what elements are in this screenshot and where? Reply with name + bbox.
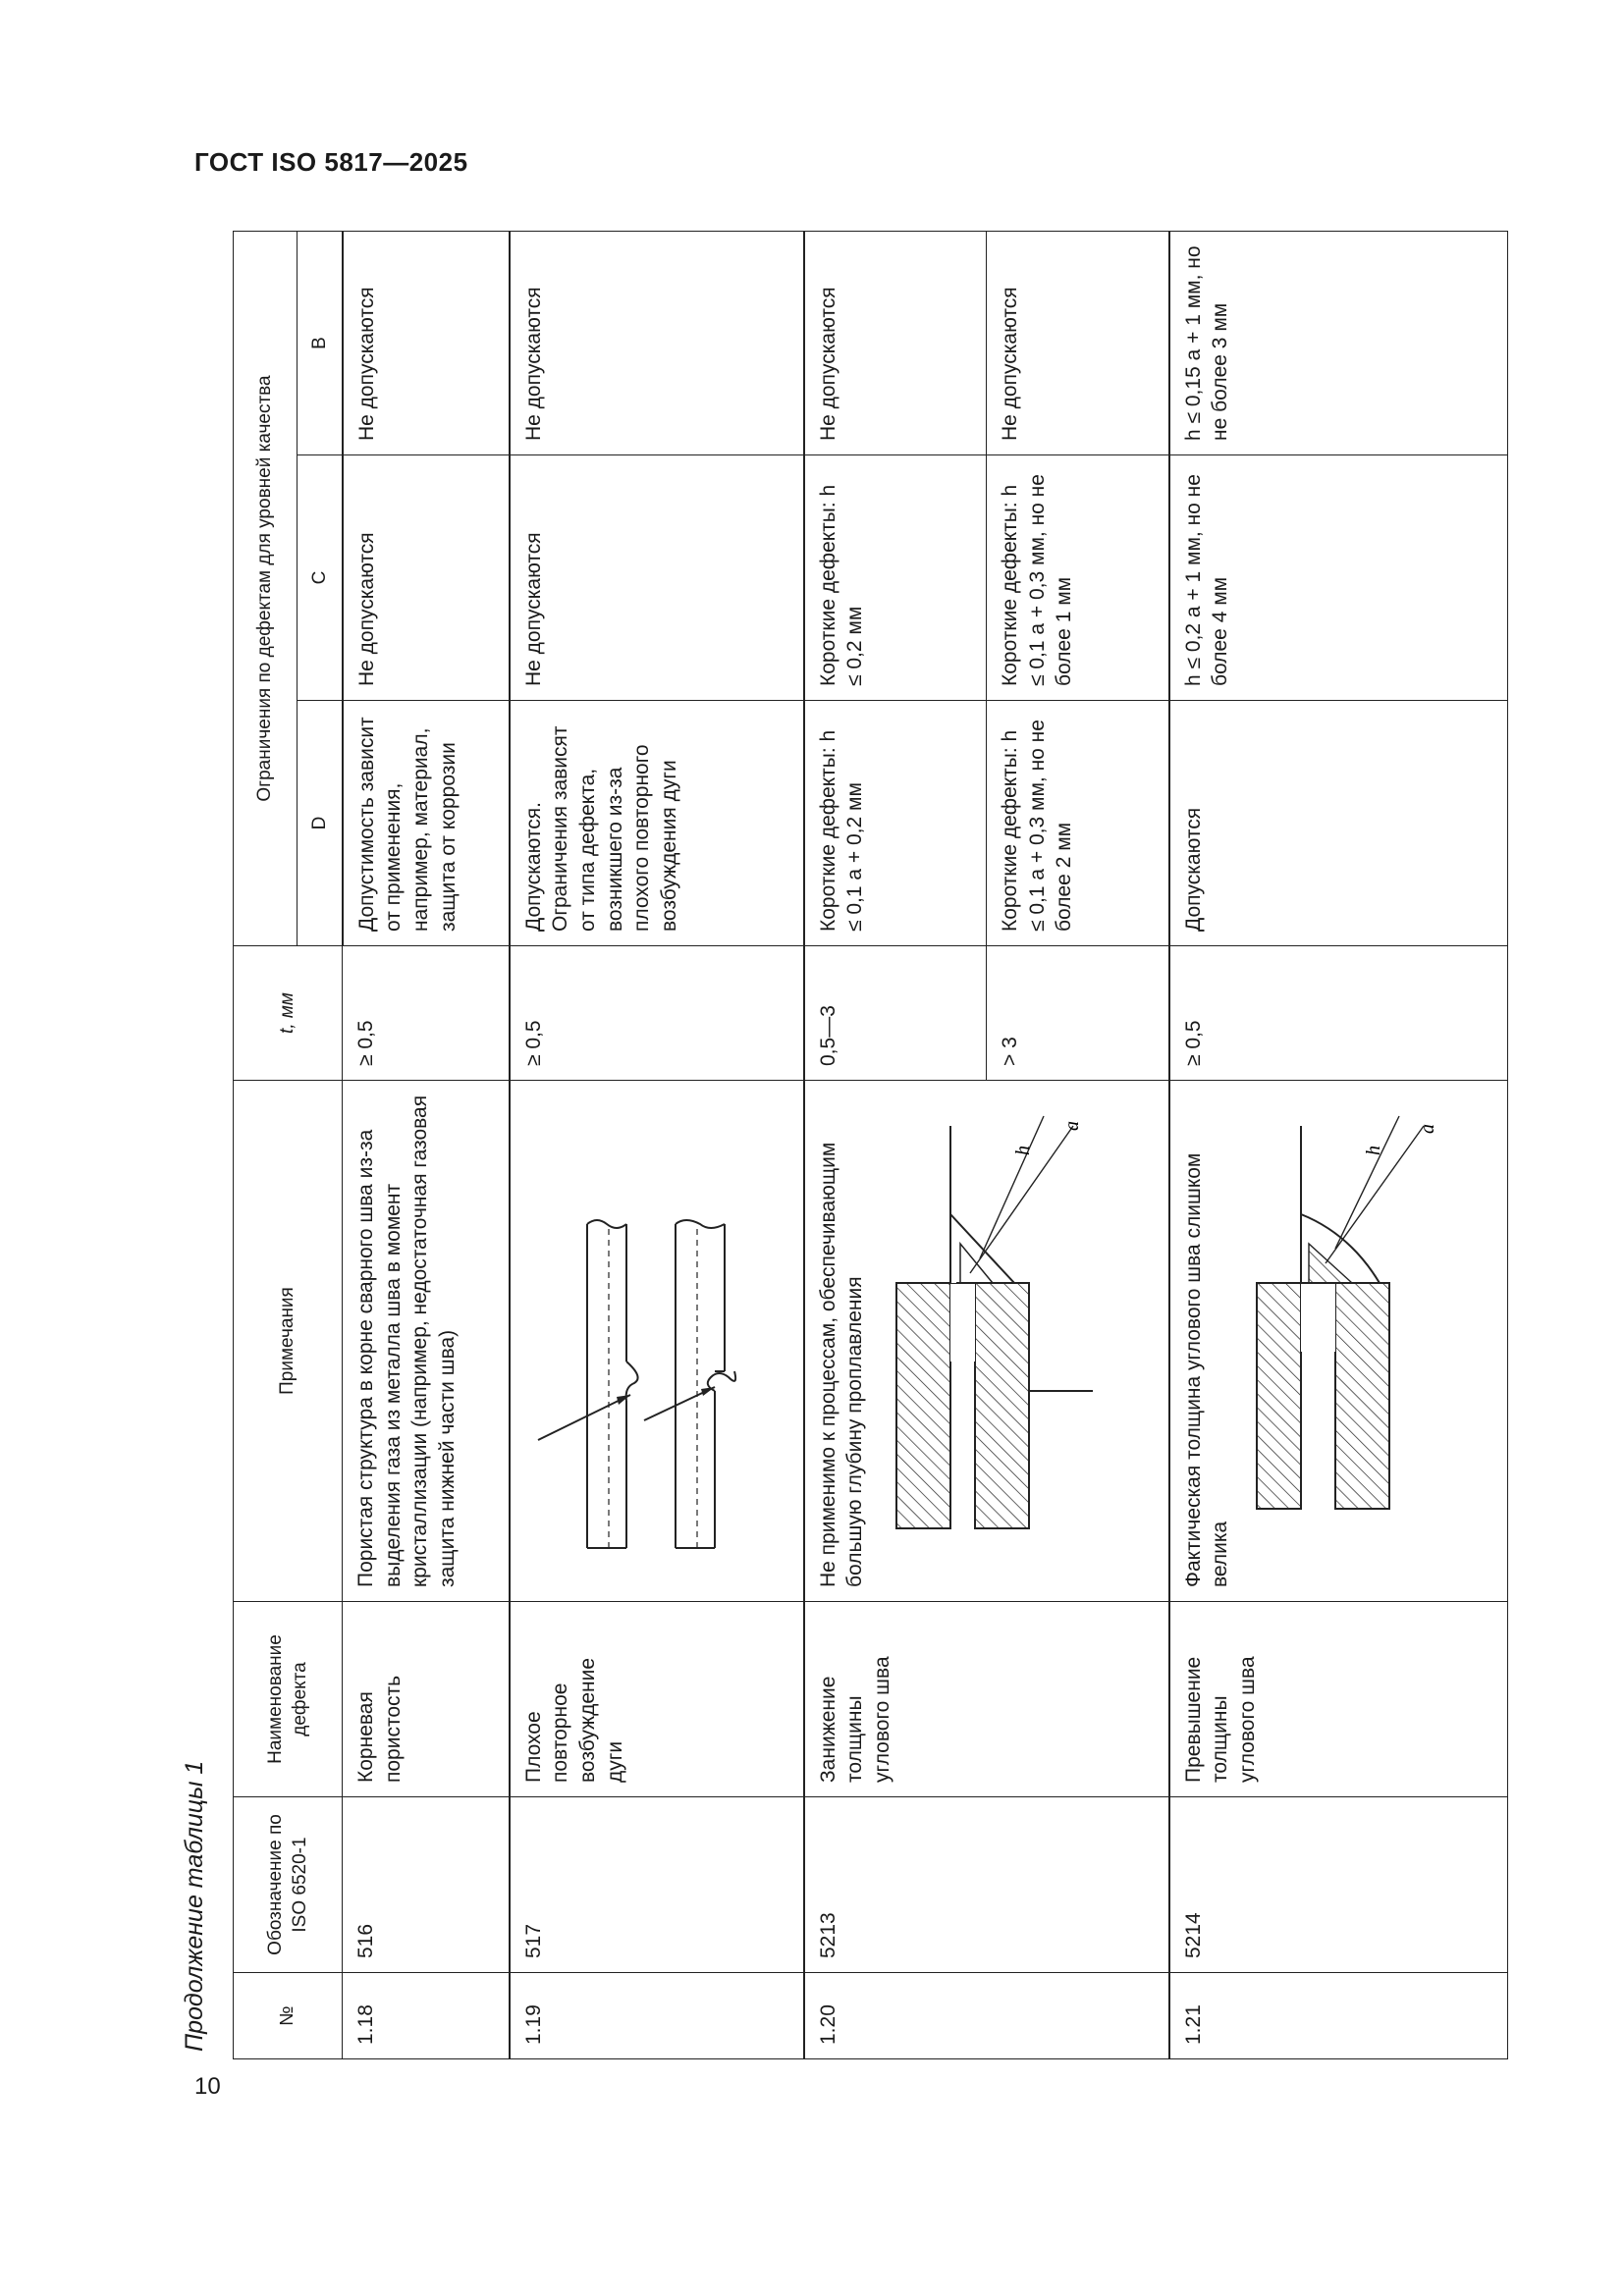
defects-table-rotated	[233, 232, 1496, 2059]
header-no: №	[234, 1973, 343, 2059]
header-notes: Примечания	[234, 1081, 343, 1602]
row-level-d: Короткие дефекты: h ≤ 0,1 a + 0,3 мм, но не более 2 мм	[986, 701, 1168, 945]
page-number: 10	[194, 2073, 221, 2100]
row-code: 5213	[804, 1797, 1169, 1973]
fig-label-h: h	[1362, 1146, 1384, 1155]
row-notes-figure-cell	[804, 1081, 1169, 1602]
row-level-c: Короткие дефекты: h ≤ 0,2 мм	[816, 484, 867, 686]
row-level-b: Не допускаются	[510, 231, 804, 454]
row-level-d: Допускаются. Ограничения зависят от типа дефекта, возникшего из-за плохого повторного возбуждения дуги	[510, 701, 804, 946]
row-level-b: Не допускаются	[816, 287, 839, 441]
row-level-d: Допустимость зависит от применения, например, материал, защита от коррозии	[343, 701, 510, 946]
row-notes: Фактическая толщина углового шва слишком велика	[1181, 1152, 1232, 1587]
header-limits: Ограничения по дефектам для уровней качества	[234, 231, 298, 945]
header-code: Обозначение по ISO 6520-1	[234, 1797, 343, 1973]
fillet-overthickness-figure	[1242, 1096, 1458, 1587]
row-notes: Пористая структура в корне сварного шва из-за выделения газа из металла шва в момент кристаллизации (например, недостаточная газовая защита нижней части шва)	[343, 1081, 510, 1602]
fig-label-a: a	[1060, 1121, 1083, 1131]
row-level-d: Допускаются	[1169, 701, 1508, 946]
row-level-b: Не допускаются	[986, 232, 1168, 454]
row-notes-figure-cell	[1169, 1081, 1508, 1602]
row-level-d: Короткие дефекты: h ≤ 0,1 a + 0,2 мм	[816, 729, 867, 932]
row-defect-name: Превышение толщины углового шва	[1169, 1602, 1508, 1797]
row-defect-name: Плохое повторное возбуждение дуги	[510, 1602, 804, 1797]
arc-restart-figure	[528, 1096, 764, 1587]
row-level-c: Не допускаются	[343, 455, 510, 701]
row-code: 517	[510, 1797, 804, 1973]
fig-label-a: a	[1416, 1124, 1438, 1134]
row-thickness: 0,5—3	[816, 1005, 839, 1066]
row-no: 1.19	[510, 1973, 804, 2059]
row-level-c: h ≤ 0,2 a + 1 мм, но не более 4 мм	[1169, 455, 1508, 701]
fillet-underthickness-figure	[877, 1096, 1103, 1587]
header-level-d: D	[298, 701, 343, 946]
row-level-b: h ≤ 0,15 a + 1 мм, но не более 3 мм	[1169, 231, 1508, 454]
row-defect-name: Корневая пористость	[343, 1602, 510, 1797]
row-level-c: Не допускаются	[510, 455, 804, 701]
fig-label-h: h	[1011, 1146, 1034, 1155]
defects-table	[233, 231, 1508, 2059]
row-no: 1.20	[804, 1973, 1169, 2059]
header-level-c: C	[298, 455, 343, 701]
row-level-b: Не допускаются	[343, 231, 510, 454]
header-name: Наименование дефекта	[234, 1602, 343, 1797]
table-row	[1169, 231, 1508, 2058]
row-no: 1.21	[1169, 1973, 1508, 2059]
row-notes-figure-cell	[510, 1081, 804, 1602]
row-thickness: ≥ 0,5	[1169, 946, 1508, 1081]
row-thickness: ≥ 0,5	[510, 946, 804, 1081]
row-code: 5214	[1169, 1797, 1508, 1973]
row-thickness: > 3	[986, 946, 1168, 1080]
table-row	[510, 231, 804, 2058]
table-continuation-label: Продолжение таблицы 1	[181, 1760, 208, 2052]
table-row	[343, 231, 510, 2058]
header-level-b: B	[298, 231, 343, 454]
row-code: 516	[343, 1797, 510, 1973]
row-thickness: ≥ 0,5	[343, 946, 510, 1081]
row-defect-name: Занижение толщины углового шва	[804, 1602, 1169, 1797]
table-row	[804, 231, 1169, 2058]
row-level-c: Короткие дефекты: h ≤ 0,1 a + 0,3 мм, но не более 1 мм	[986, 455, 1168, 700]
row-notes: Не применимо к процессам, обеспечивающим большую глубину проплавления	[816, 1142, 867, 1587]
document-header: ГОСТ ISO 5817—2025	[194, 147, 468, 177]
header-thickness: t, мм	[234, 946, 343, 1081]
row-no: 1.18	[343, 1973, 510, 2059]
